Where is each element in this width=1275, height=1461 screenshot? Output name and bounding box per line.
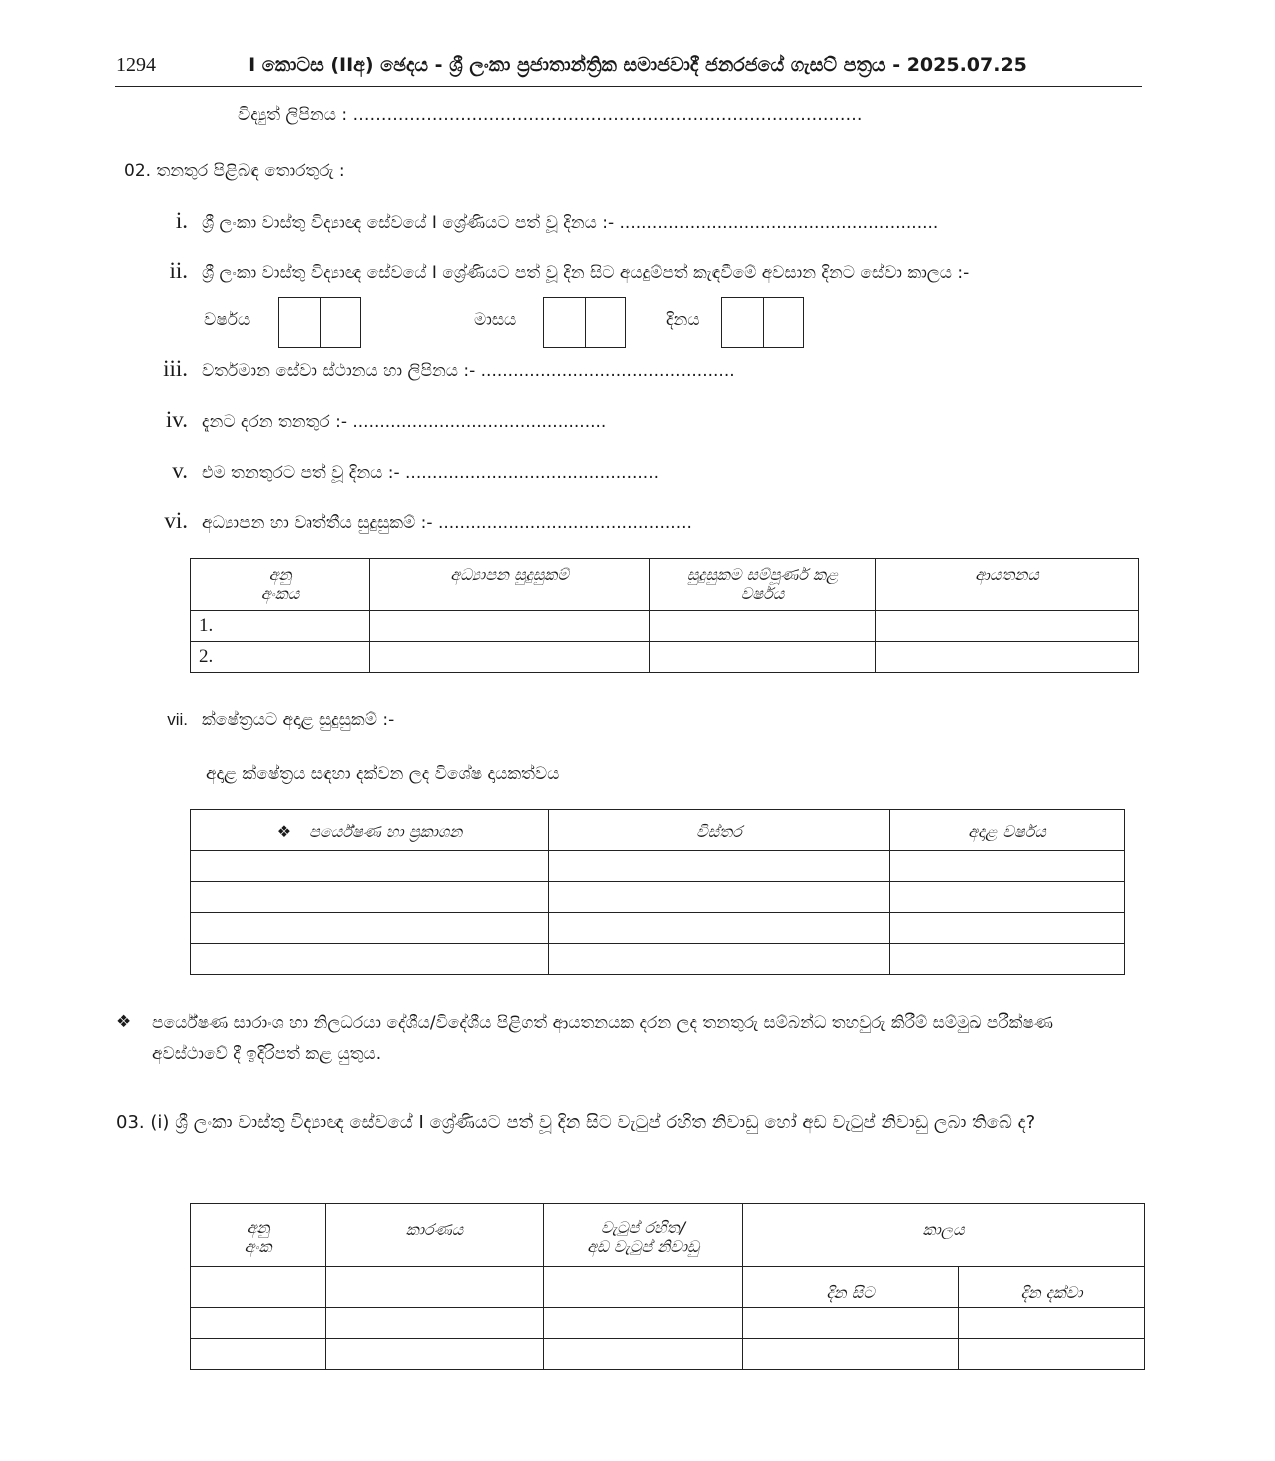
research-col-publications xyxy=(191,810,549,851)
section-3-question: 03. (i) ශ්‍රී ලංකා වාස්තු විද්‍යාඥ සේවයේ I ශ්‍රේණියට පත් වූ දින සිට වැටුප් රහිත නිවාඩු හෝ අඩ වැටුප් නිවාඩු ලබා තිබේ ද? xyxy=(116,1112,1036,1133)
research-cell[interactable] xyxy=(549,882,890,913)
item-iii-numeral: iii. xyxy=(163,356,188,381)
item-v xyxy=(150,458,659,484)
item-iv-numeral: iv. xyxy=(165,407,188,432)
leave-cell[interactable] xyxy=(326,1339,544,1370)
leave-cell[interactable] xyxy=(743,1308,959,1339)
days-input-boxes[interactable] xyxy=(721,297,804,348)
months-input-boxes[interactable] xyxy=(543,297,626,348)
item-vi-numeral: vi. xyxy=(164,508,188,533)
table-row xyxy=(191,944,1125,975)
item-iii xyxy=(150,356,735,382)
research-table xyxy=(190,809,1125,975)
qualifications-table xyxy=(190,558,1139,673)
leave-cell[interactable] xyxy=(191,1267,326,1308)
item-ii-text: ශ්‍රී ලංකා වාස්තු විද්‍යාඥ සේවයේ I ශ්‍රේණියට පත් වූ දින සිට අයදුම්පත් කැඳවීමේ අවසාන දිනට සේවා කාලය :- xyxy=(202,263,970,283)
qual-row-number: 2. xyxy=(191,642,370,673)
research-cell[interactable] xyxy=(191,851,549,882)
item-iii-text: වර්තමාන සේවා ස්ථානය හා ලිපිනය :- ............................................... xyxy=(202,361,735,381)
research-cell[interactable] xyxy=(549,944,890,975)
leave-col-reason: කාරණය xyxy=(326,1204,544,1267)
months-label: මාසය xyxy=(474,310,517,330)
years-label: වර්ෂය xyxy=(204,310,251,330)
leave-cell[interactable] xyxy=(326,1267,544,1308)
qual-cell[interactable] xyxy=(650,611,876,642)
item-vii-numeral: vii. xyxy=(167,710,188,729)
table-row xyxy=(191,1339,1145,1370)
qual-col-year: සුදුසුකම සම්පූර්ණ කළ වර්ෂය xyxy=(650,559,876,611)
item-ii-numeral: ii. xyxy=(169,258,188,283)
research-cell[interactable] xyxy=(890,851,1125,882)
leave-cell[interactable] xyxy=(191,1339,326,1370)
leave-table xyxy=(190,1203,1145,1370)
research-col-year: අදාළ වර්ෂය xyxy=(890,810,1125,851)
table-row xyxy=(191,851,1125,882)
leave-cell[interactable] xyxy=(544,1267,743,1308)
research-col-details: විස්තර xyxy=(549,810,890,851)
header-divider xyxy=(115,86,1142,87)
leave-col-number: අනු අංක xyxy=(191,1204,326,1267)
item-i-text: ශ්‍රී ලංකා වාස්තු විද්‍යාඥ සේවයේ I ශ්‍රේණියට පත් වූ දිනය :- ........................................................... xyxy=(202,213,939,233)
diamond-bullet-icon: ❖ xyxy=(276,822,292,841)
qual-col-institute: ආයතනය xyxy=(876,559,1139,611)
page-number: 1294 xyxy=(116,54,156,76)
leave-cell[interactable] xyxy=(544,1339,743,1370)
research-cell[interactable] xyxy=(191,944,549,975)
qual-cell[interactable] xyxy=(650,642,876,673)
research-cell[interactable] xyxy=(549,851,890,882)
leave-col-to-date: දින දක්වා xyxy=(959,1267,1145,1308)
item-vi xyxy=(150,508,692,534)
leave-col-type: වැටුප් රහිත/ අඩ වැටුප් නිවාඩු xyxy=(544,1204,743,1267)
research-cell[interactable] xyxy=(890,913,1125,944)
leave-cell[interactable] xyxy=(191,1308,326,1339)
table-row xyxy=(191,913,1125,944)
note-line-1: පර්යේෂණ සාරාංශ හා නිලධරයා දේශීය/විදේශීය පිළිගත් ආයතනයක දරන ලද තනතුරු සම්බන්ධ තහවුරු කිරීම් සම්මුඛ පරීක්ෂණ xyxy=(152,1013,1054,1033)
item-v-numeral: v. xyxy=(172,458,188,483)
years-input-boxes[interactable] xyxy=(278,297,361,348)
note-bullet-icon: ❖ xyxy=(116,1012,132,1032)
item-vi-text: අධ්‍යාපන හා වෘත්තීය සුදුසුකම් :- ............................................... xyxy=(202,513,692,533)
qual-cell[interactable] xyxy=(876,611,1139,642)
leave-cell[interactable] xyxy=(544,1308,743,1339)
leave-cell[interactable] xyxy=(326,1308,544,1339)
research-col-publications-label: පර්යේෂණ හා ප්‍රකාශන xyxy=(309,822,463,841)
gazette-header-title: I කොටස (IIඅ) ඡෙදය - ශ්‍රී ලංකා ප්‍රජාතාන්ත්‍රික සමාජවාදී ජනරජයේ ගැසට් පත්‍රය - 2025.07.25 xyxy=(248,54,1027,76)
item-vii-text: ක්ෂේත්‍රයට අදාළ සුදුසුකම් :- xyxy=(202,710,395,730)
note-line-2: අවස්ථාවේ දී ඉදිරිපත් කළ යුතුය. xyxy=(152,1044,382,1064)
item-i xyxy=(150,208,938,234)
leave-col-from-date: දින සිට xyxy=(743,1267,959,1308)
email-line: විද්‍යුත් ලිපිනය : ……………………………………………………………………………… xyxy=(238,105,863,125)
note-text xyxy=(152,1008,1147,1070)
item-i-numeral: i. xyxy=(175,208,188,233)
item-ii xyxy=(150,258,969,284)
item-vii xyxy=(150,710,394,730)
qual-cell[interactable] xyxy=(876,642,1139,673)
qual-col-qualification: අධ්‍යාපන සුදුසුකම් xyxy=(370,559,650,611)
days-label: දිනය xyxy=(666,310,700,330)
research-cell[interactable] xyxy=(890,944,1125,975)
qual-col-number: අනු අංකය xyxy=(191,559,370,611)
research-cell[interactable] xyxy=(191,913,549,944)
leave-cell[interactable] xyxy=(959,1308,1145,1339)
item-iv-text: දැනට දරන තනතුර :- ............................................... xyxy=(202,412,607,432)
qual-cell[interactable] xyxy=(370,611,650,642)
item-iv xyxy=(150,407,606,433)
research-cell[interactable] xyxy=(890,882,1125,913)
table-row xyxy=(191,1308,1145,1339)
table-row xyxy=(191,611,1139,642)
qual-row-number: 1. xyxy=(191,611,370,642)
item-v-text: එම තනතුරට පත් වූ දිනය :- ............................................... xyxy=(202,463,660,483)
research-cell[interactable] xyxy=(549,913,890,944)
section-2-heading: 02. තනතුර පිළිබඳ තොරතුරු : xyxy=(124,161,345,181)
research-cell[interactable] xyxy=(191,882,549,913)
field-contribution-label: අදාළ ක්ෂේත්‍රය සඳහා දක්වන ලද විශේෂ දායකත්වය xyxy=(206,764,560,784)
qual-cell[interactable] xyxy=(370,642,650,673)
table-row xyxy=(191,882,1125,913)
leave-col-period: කාලය xyxy=(743,1204,1145,1267)
leave-cell[interactable] xyxy=(743,1339,959,1370)
leave-cell[interactable] xyxy=(959,1339,1145,1370)
table-row xyxy=(191,642,1139,673)
